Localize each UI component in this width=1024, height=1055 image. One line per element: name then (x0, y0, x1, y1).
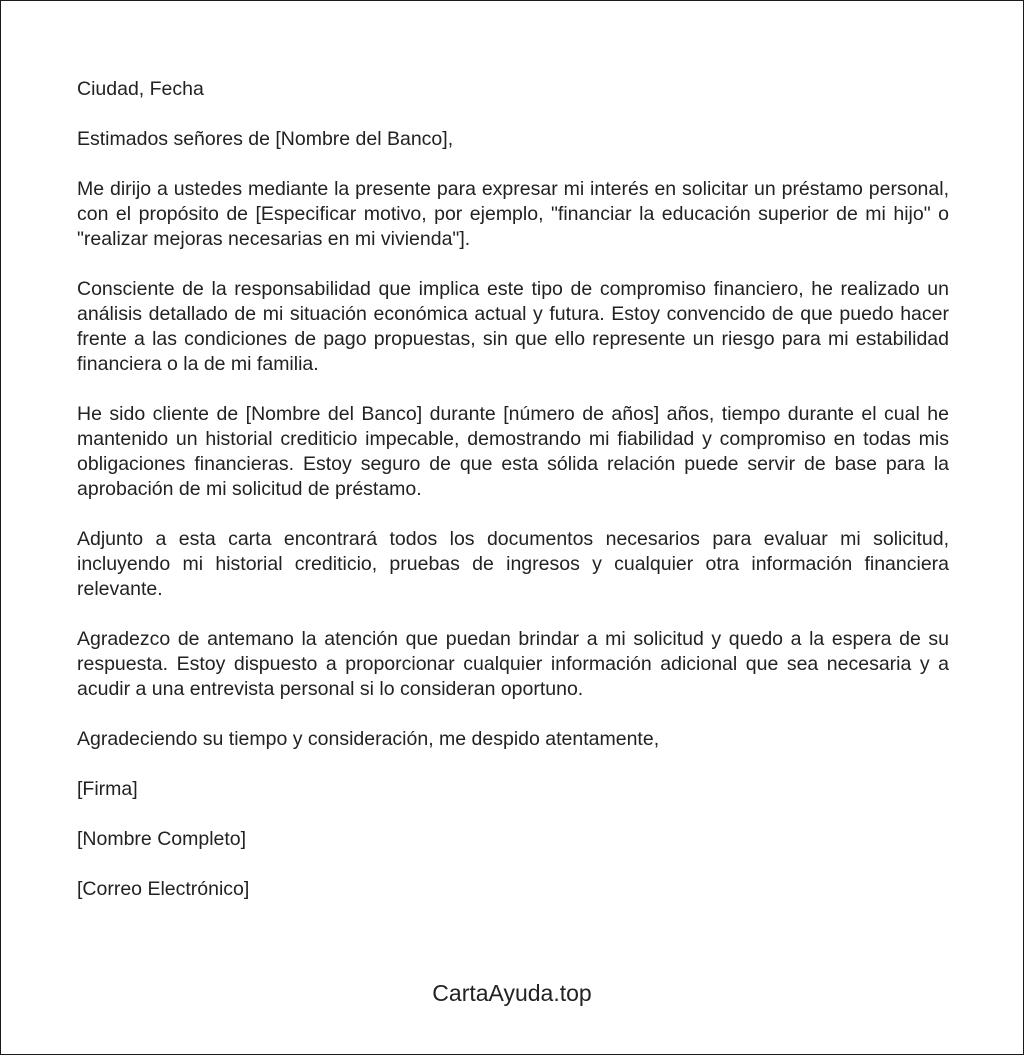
signature-placeholder: [Firma] (77, 778, 138, 800)
email-placeholder: [Correo Electrónico] (77, 878, 250, 900)
paragraph-client-history: He sido cliente de [Nombre del Banco] durante [número de años] años, tiempo durante el cual he mantenido un historial crediticio impecable, demostrando mi fiabilidad y compromiso en todas mis obligaciones financieras. Estoy seguro de que esta sólida relación puede servir de base para la aprobación de mi solicitud de préstamo. (77, 403, 949, 500)
place-date: Ciudad, Fecha (77, 78, 204, 100)
paragraph-attachments: Adjunto a esta carta encontrará todos los documentos necesarios para evaluar mi solicitud, incluyendo mi historial crediticio, pruebas de ingresos y cualquier otra información financiera relevante. (77, 528, 949, 600)
full-name-placeholder: [Nombre Completo] (77, 828, 247, 850)
paragraph-thanks: Agradezco de antemano la atención que puedan brindar a mi solicitud y quedo a la espera de su respuesta. Estoy dispuesto a proporcionar cualquier información adicional que sea necesaria y a acudir a una entrevista personal si lo consideran oportuno. (77, 628, 949, 700)
greeting: Estimados señores de [Nombre del Banco], (77, 128, 454, 150)
site-footer: CartaAyuda.top (432, 980, 592, 1006)
closing: Agradeciendo su tiempo y consideración, me despido atentamente, (77, 728, 660, 750)
letter-body (77, 77, 949, 927)
paragraph-purpose: Me dirijo a ustedes mediante la presente para expresar mi interés en solicitar un préstamo personal, con el propósito de [Especificar motivo, por ejemplo, "financiar la educación superior de mi hijo" o "realizar mejoras necesarias en mi vivienda"]. (77, 178, 949, 250)
paragraph-responsibility: Consciente de la responsabilidad que implica este tipo de compromiso financiero, he realizado un análisis detallado de mi situación económica actual y futura. Estoy convencido de que puedo hacer frente a las condiciones de pago propuestas, sin que ello represente un riesgo para mi estabilidad financiera o la de mi familia. (77, 278, 949, 375)
